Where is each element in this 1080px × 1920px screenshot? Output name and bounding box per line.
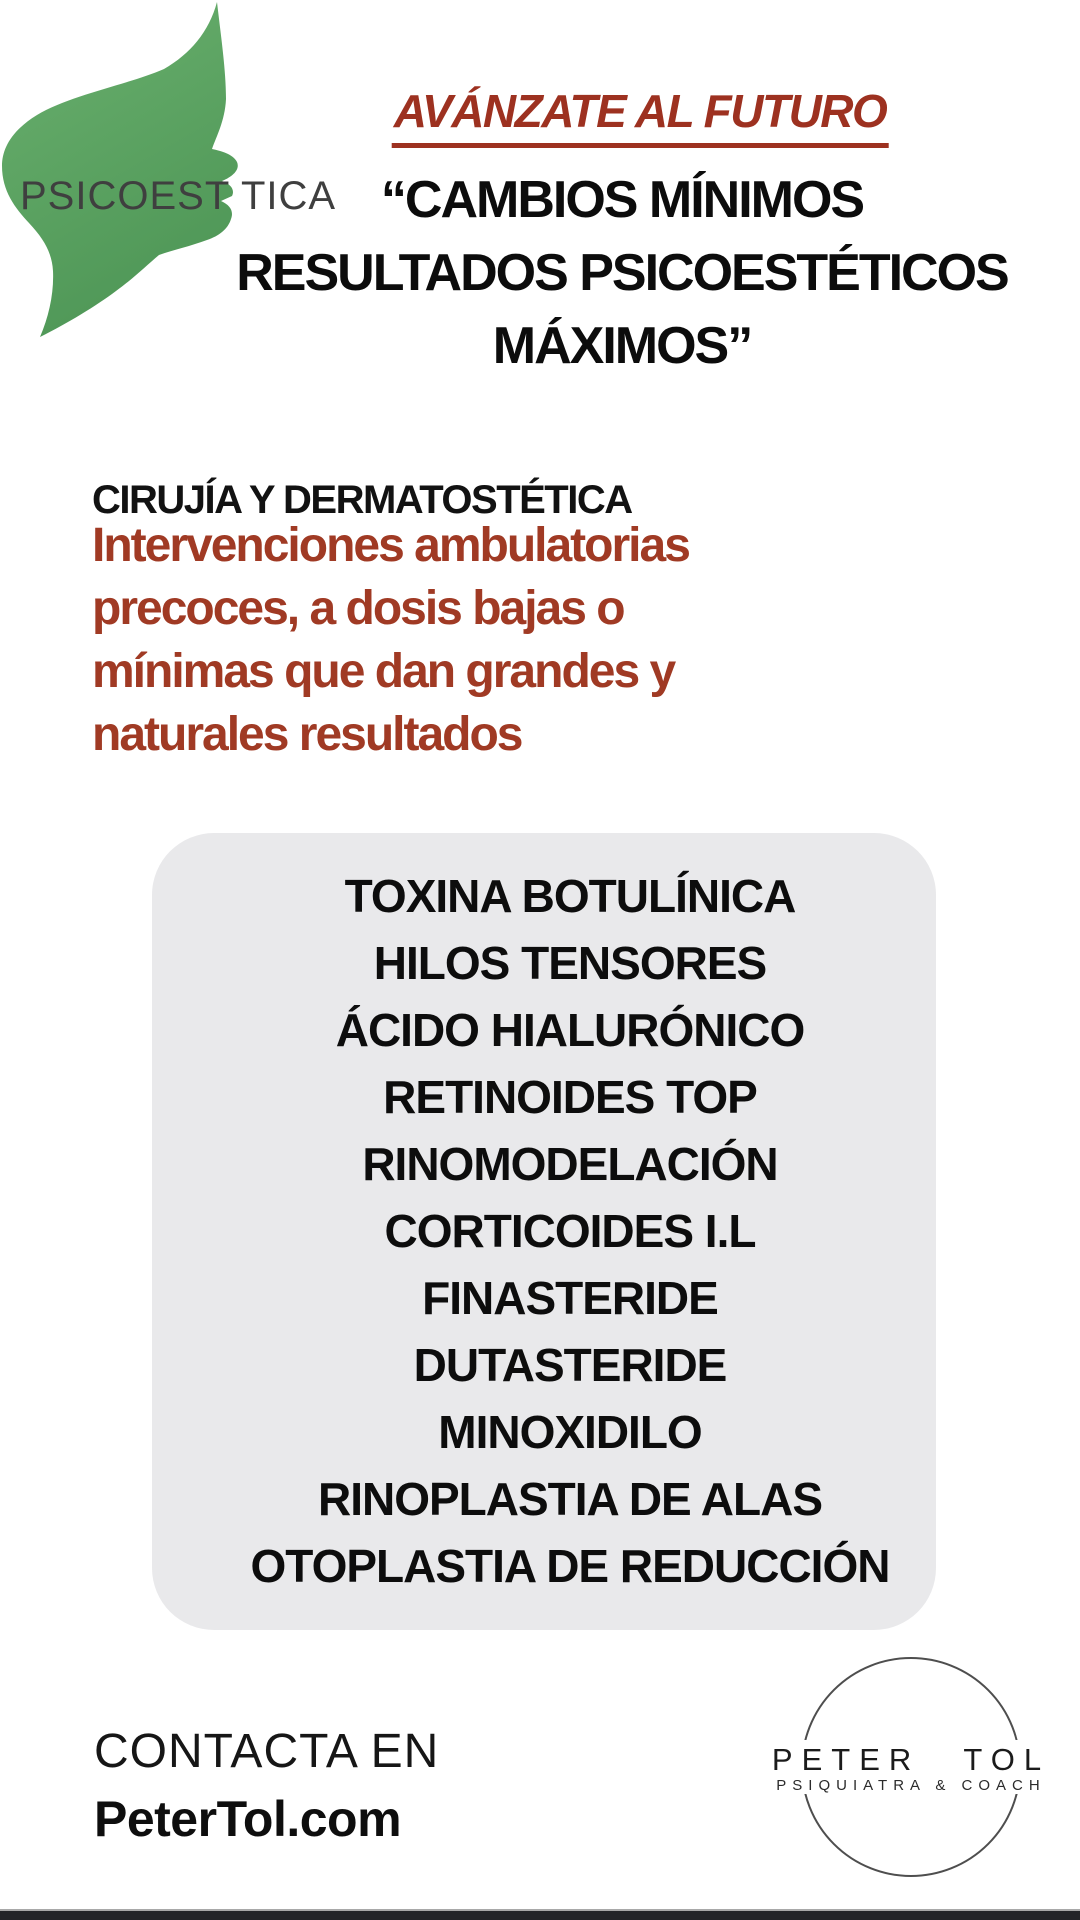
treatment-item: DUTASTERIDE [413, 1339, 727, 1391]
hero-quote-line: MÁXIMOS” [492, 317, 752, 375]
hero-quote-line: RESULTADOS PSICOESTÉTICOS [236, 244, 1008, 302]
tagline: AVÁNZATE AL FUTURO [392, 84, 889, 148]
services-heading: CIRUJÍA Y DERMATOSTÉTICA [92, 478, 632, 522]
treatments-panel [152, 833, 936, 1630]
psicoestetica-face-logo [0, 0, 250, 340]
services-description-line: precoces, a dosis bajas o [92, 582, 624, 635]
services-description [92, 514, 689, 766]
treatment-item: ÁCIDO HIALURÓNICO [335, 1004, 805, 1056]
peter-tol-subtitle: PSIQUIATRA & COACH [770, 1777, 1051, 1794]
treatment-item: CORTICOIDES I.L [384, 1205, 756, 1257]
logo-wordmark-left: PSICOEST [20, 174, 231, 218]
treatment-item: RINOMODELACIÓN [362, 1138, 778, 1190]
peter-tol-name: PETER TOL [762, 1740, 1060, 1780]
logo-wordmark-right: TICA [241, 174, 337, 218]
services-description-line: Intervenciones ambulatorias [92, 519, 689, 572]
treatment-item: RINOPLASTIA DE ALAS [317, 1473, 823, 1525]
services-description-line: naturales resultados [92, 708, 522, 761]
treatment-item: OTOPLASTIA DE REDUCCIÓN [250, 1540, 890, 1592]
contact-label: CONTACTA EN [94, 1725, 440, 1778]
treatment-item: FINASTERIDE [422, 1272, 718, 1324]
treatment-item: RETINOIDES TOP [383, 1071, 757, 1123]
contact-website-link[interactable]: PeterTol.com [94, 1791, 402, 1847]
treatment-item: TOXINA BOTULÍNICA [344, 870, 796, 922]
treatment-item: MINOXIDILO [438, 1406, 702, 1458]
treatment-item: HILOS TENSORES [373, 937, 767, 989]
bottom-bar [0, 1909, 1080, 1920]
hero-quote [232, 164, 1012, 383]
hero-quote-line: “CAMBIOS MÍNIMOS [380, 171, 864, 229]
services-description-line: mínimas que dan grandes y [92, 645, 675, 698]
